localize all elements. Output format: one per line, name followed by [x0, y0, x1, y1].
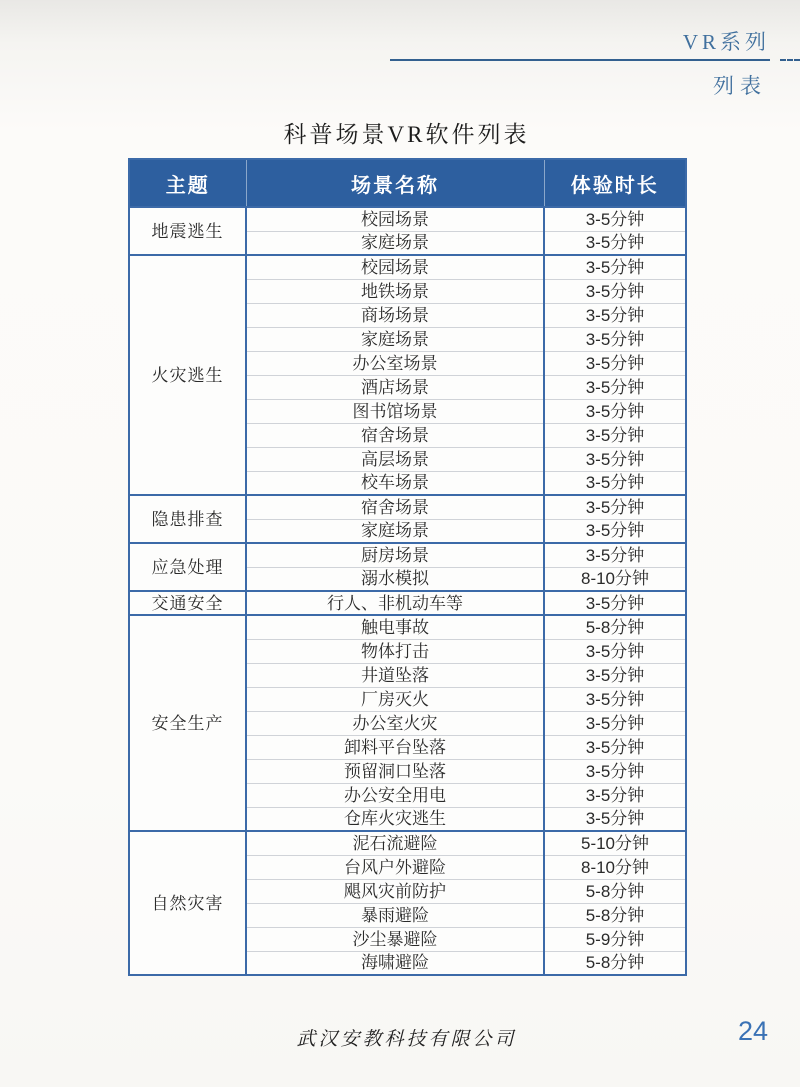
table-header-row: [129, 159, 686, 207]
duration-cell: 3-5分钟: [544, 807, 686, 831]
duration-cell: 8-10分钟: [544, 855, 686, 879]
duration-cell: 3-5分钟: [544, 783, 686, 807]
scene-cell: 泥石流避险: [246, 831, 544, 855]
theme-cell: 隐患排查: [129, 495, 246, 543]
duration-cell: 3-5分钟: [544, 495, 686, 519]
duration-cell: 8-10分钟: [544, 567, 686, 591]
duration-cell: 5-8分钟: [544, 879, 686, 903]
table-body: [129, 207, 686, 975]
scene-cell: 仓库火灾逃生: [246, 807, 544, 831]
scene-cell: 校园场景: [246, 255, 544, 279]
theme-cell: 自然灾害: [129, 831, 246, 975]
scene-cell: 触电事故: [246, 615, 544, 639]
scene-cell: 家庭场景: [246, 519, 544, 543]
scene-cell: 厨房场景: [246, 543, 544, 567]
duration-cell: 3-5分钟: [544, 447, 686, 471]
duration-cell: 3-5分钟: [544, 519, 686, 543]
scene-cell: 物体打击: [246, 639, 544, 663]
subtitle-label: 列表: [713, 74, 767, 98]
duration-cell: 5-8分钟: [544, 903, 686, 927]
scene-cell: 图书馆场景: [246, 399, 544, 423]
duration-cell: 3-5分钟: [544, 303, 686, 327]
scene-cell: 商场场景: [246, 303, 544, 327]
scene-cell: 高层场景: [246, 447, 544, 471]
table-row: [129, 495, 686, 519]
footer-company: 武汉安教科技有限公司: [296, 1029, 517, 1050]
duration-cell: 3-5分钟: [544, 759, 686, 783]
scene-cell: 预留洞口坠落: [246, 759, 544, 783]
duration-cell: 3-5分钟: [544, 399, 686, 423]
duration-cell: 3-5分钟: [544, 279, 686, 303]
scene-cell: 井道坠落: [246, 663, 544, 687]
header-rule: [390, 59, 770, 61]
scene-cell: 办公室场景: [246, 351, 544, 375]
table-row: [129, 543, 686, 567]
theme-cell: 安全生产: [129, 615, 246, 831]
scene-cell: 酒店场景: [246, 375, 544, 399]
table-row: [129, 615, 686, 639]
vr-software-table: [128, 158, 687, 976]
duration-cell: 3-5分钟: [544, 735, 686, 759]
header-rule-dash: [780, 59, 800, 61]
page-number: 24: [737, 1016, 768, 1046]
theme-cell: 应急处理: [129, 543, 246, 591]
column-header-scene: 场景名称: [246, 159, 544, 207]
scene-cell: 溺水模拟: [246, 567, 544, 591]
duration-cell: 3-5分钟: [544, 255, 686, 279]
duration-cell: 5-8分钟: [544, 615, 686, 639]
scene-cell: 校车场景: [246, 471, 544, 495]
duration-cell: 3-5分钟: [544, 543, 686, 567]
scene-cell: 地铁场景: [246, 279, 544, 303]
duration-cell: 3-5分钟: [544, 711, 686, 735]
scene-cell: 校园场景: [361, 209, 429, 229]
column-header-duration: 体验时长: [544, 159, 686, 207]
column-header-theme: 主题: [129, 159, 246, 207]
duration-cell: 3-5分钟: [544, 423, 686, 447]
duration-cell: 5-9分钟: [544, 927, 686, 951]
scene-cell: 宿舍场景: [246, 423, 544, 447]
scene-cell: 家庭场景: [246, 231, 544, 255]
duration-cell: 3-5分钟: [544, 351, 686, 375]
duration-cell: 3-5分钟: [544, 639, 686, 663]
scene-cell: 办公室火灾: [246, 711, 544, 735]
scene-cell: 海啸避险: [246, 951, 544, 975]
scene-cell: 暴雨避险: [246, 903, 544, 927]
duration-cell: 5-10分钟: [544, 831, 686, 855]
duration-cell: 3-5分钟: [544, 207, 686, 231]
scene-cell: 沙尘暴避险: [246, 927, 544, 951]
table-row: [129, 255, 686, 279]
table-row: [129, 207, 686, 231]
scene-cell: 宿舍场景: [246, 495, 544, 519]
scene-cell: 厂房灭火: [246, 687, 544, 711]
page-title: 科普场景VR软件列表: [283, 122, 530, 147]
scene-cell: 行人、非机动车等: [246, 591, 544, 615]
theme-cell: 地震逃生: [129, 207, 246, 255]
scene-cell: 家庭场景: [246, 327, 544, 351]
duration-cell: 3-5分钟: [544, 687, 686, 711]
duration-cell: 3-5分钟: [544, 663, 686, 687]
scene-cell: 卸料平台坠落: [246, 735, 544, 759]
duration-cell: 3-5分钟: [544, 591, 686, 615]
series-label: VR系列: [682, 30, 770, 54]
duration-cell: 3-5分钟: [544, 471, 686, 495]
duration-cell: 3-5分钟: [544, 231, 686, 255]
theme-cell: 火灾逃生: [129, 255, 246, 495]
scene-cell: 飓风灾前防护: [246, 879, 544, 903]
table-row: [129, 591, 686, 615]
table-row: [129, 831, 686, 855]
scene-cell: 台风户外避险: [246, 855, 544, 879]
duration-cell: 3-5分钟: [544, 327, 686, 351]
scene-cell: 办公安全用电: [246, 783, 544, 807]
duration-cell: 3-5分钟: [544, 375, 686, 399]
theme-cell: 交通安全: [129, 591, 246, 615]
duration-cell: 5-8分钟: [544, 951, 686, 975]
